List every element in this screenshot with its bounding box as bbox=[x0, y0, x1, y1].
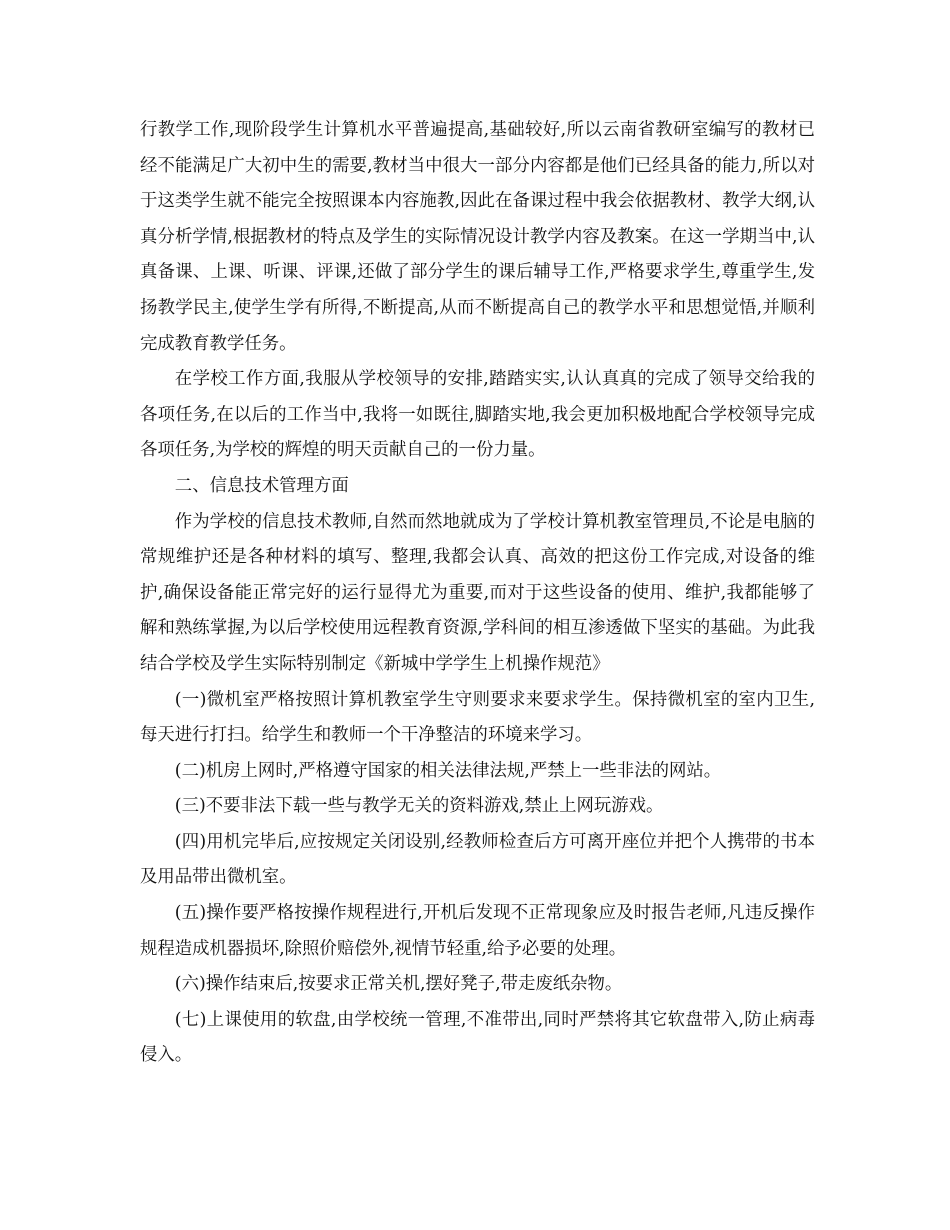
document-body bbox=[140, 113, 815, 1074]
rule-item-7: (七)上课使用的软盘,由学校统一管理,不准带出,同时严禁将其它软盘带入,防止病毒侵入。 bbox=[140, 1009, 815, 1066]
paragraph-teaching-continued: 行教学工作,现阶段学生计算机水平普遍提高,基础较好,所以云南省教研室编写的教材已经不能满足广大初中生的需要,教材当中很大一部分内容都是他们已经具备的能力,所以对于这类学生就不能完全按照课本内容施教,因此在备课过程中我会依据教材、教学大纲,认真分析学情,根据教材的特点及学生的实际情况设计教学内容及教案。在这一学期当中,认真备课、上课、听课、评课,还做了部分学生的课后辅导工作,严格要求学生,尊重学生,发扬教学民主,使学生学有所得,不断提高,从而不断提高自己的教学水平和思想觉悟,并顺利完成教育教学任务。 bbox=[140, 120, 815, 354]
section-heading-it-management: 二、信息技术管理方面 bbox=[174, 475, 349, 496]
rule-item-2: (二)机房上网时,严格遵守国家的相关法律法规,严禁上一些非法的网站。 bbox=[174, 760, 722, 781]
rule-item-1: (一)微机室严格按照计算机教室学生守则要求来要求学生。保持微机室的室内卫生,每天进行打扫。给学生和教师一个干净整洁的环境来学习。 bbox=[140, 689, 815, 746]
rule-item-4: (四)用机完毕后,应按规定关闭设别,经教师检查后方可离开座位并把个人携带的书本及用品带出微机室。 bbox=[140, 831, 815, 888]
paragraph-school-work: 在学校工作方面,我服从学校领导的安排,踏踏实实,认认真真的完成了领导交给我的各项任务,在以后的工作当中,我将一如既往,脚踏实地,我会更加积极地配合学校领导完成各项任务,为学校的辉煌的明天贡献自己的一份力量。 bbox=[140, 369, 815, 461]
rule-item-3: (三)不要非法下载一些与教学无关的资料游戏,禁止上网玩游戏。 bbox=[174, 796, 664, 817]
rule-item-6: (六)操作结束后,按要求正常关机,摆好凳子,带走废纸杂物。 bbox=[174, 974, 623, 995]
rule-item-5: (五)操作要严格按操作规程进行,开机后发现不正常现象应及时报告老师,凡违反操作规程造成机器损坏,除照价赔偿外,视情节轻重,给予必要的处理。 bbox=[140, 903, 815, 959]
paragraph-it-teacher: 作为学校的信息技术教师,自然而然地就成为了学校计算机教室管理员,不论是电脑的常规维护还是各种材料的填写、整理,我都会认真、高效的把这份工作完成,对设备的维护,确保设备能正常完好的运行显得尤为重要,而对于这些设备的使用、维护,我都能够了解和熟练掌握,为以后学校使用远程教育资源,学科间的相互渗透做下坚实的基础。为此我结合学校及学生实际特别制定《新城中学学生上机操作规范》 bbox=[140, 511, 815, 674]
